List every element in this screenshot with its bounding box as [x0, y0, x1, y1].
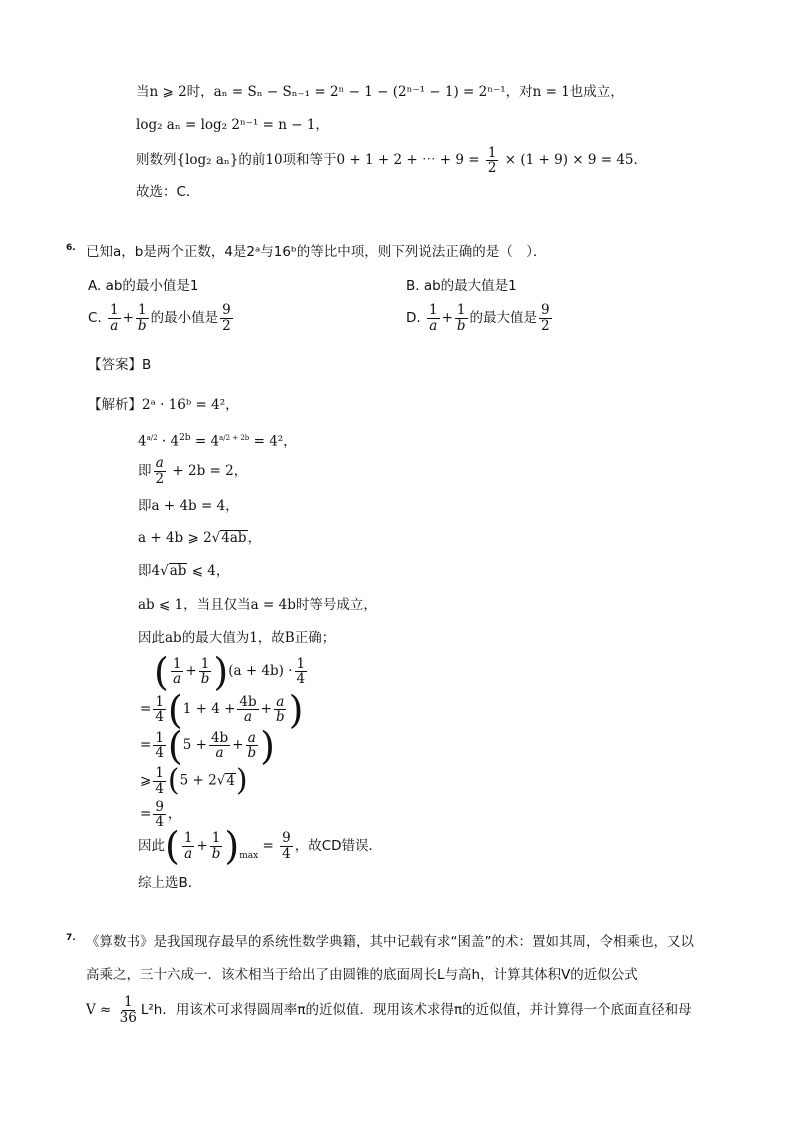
solution-line-5: a + 4b ⩾ 2√4ab， — [138, 530, 262, 546]
option-b: B. ab的最大值是1 — [406, 278, 517, 294]
derivation-line-2: = $\frac{1}{4}$ (1 + 4 + $\frac{4b}{a}$ + $\frac{a}{b}$ ) — [140, 687, 304, 732]
option-d: D. $\frac{1}{a}$ + $\frac{1}{b}$ 的最大值是 $\frac{9}{2}$ — [406, 302, 550, 334]
question-7-line-1: 《算数书》是我国现存最早的系统性数学典籍，其中记载有求“囷盖”的术：置如其周，令相乘也，又以 — [86, 934, 694, 950]
question-7-line-2: 高乘之，三十六成一．该术相当于给出了由圆锥的底面周长L与高h，计算其体积V的近似公式 — [86, 967, 638, 983]
solution-line-6: 即4√ab ⩽ 4， — [138, 563, 230, 579]
prev-line-4: 故选：C． — [136, 184, 200, 200]
solution-line-4: 即a + 4b = 4， — [138, 498, 239, 514]
prev-line-1: 当n ⩾ 2时，aₙ = Sₙ − Sₙ₋₁ = 2ⁿ − 1 − (2ⁿ⁻¹ − 1) = 2ⁿ⁻¹，对n = 1也成立， — [136, 84, 624, 100]
derivation-line-4: ⩾ $\frac{1}{4}$ (5 + 2√4) — [140, 763, 248, 798]
solution-line-2: $4^{a/2} \cdot 4^{2b} = 4^{a/2 + 2b} = 4^2$， — [138, 433, 297, 450]
derivation-line-3: = $\frac{1}{4}$ (5 + $\frac{4b}{a}$ + $\frac{a}{b}$ ) — [140, 723, 275, 768]
solution-line-7: ab ⩽ 1，当且仅当a = 4b时等号成立， — [138, 597, 377, 613]
solution-line-3: 即 $\frac{a}{2}$ + 2b = 2， — [138, 455, 248, 487]
prev-line-2: log₂ aₙ = log₂ 2ⁿ⁻¹ = n − 1， — [136, 117, 329, 133]
solution-line-1: 【解析】2ᵃ · 16ᵇ = 4²， — [88, 397, 239, 413]
answer: 【答案】B — [88, 357, 152, 373]
derivation-line-5: = $\frac{9}{4}$ ， — [140, 798, 182, 830]
prev-line-3: 则数列{log₂ aₙ}的前10项和等于0 + 1 + 2 + ⋯ + 9 = $\frac{1}{2}$ × (1 + 9) × 9 = 45． — [136, 145, 648, 177]
solution-line-8: 因此ab的最大值为1，故B正确； — [138, 630, 336, 646]
question-6-stem: 已知a，b是两个正数，4是2ᵃ与16ᵇ的等比中项，则下列说法正确的是（ ）． — [86, 244, 547, 260]
question-6-number: 6. — [66, 243, 76, 253]
derivation-line-1: ( $\frac{1}{a}$ + $\frac{1}{b}$ )(a + 4b) · $\frac{1}{4}$ — [154, 649, 306, 694]
solution-line-10: 综上选B． — [138, 875, 202, 891]
question-7-line-3: V ≈ $\frac{1}{36}$ L²h．用该术可求得圆周率π的近似值．现用该术求得π的近似值，并计算得一个底面直径和母 — [86, 994, 692, 1026]
option-c: C. $\frac{1}{a}$ + $\frac{1}{b}$ 的最小值是 $\frac{9}{2}$ — [88, 302, 231, 334]
solution-line-9: 因此( $\frac{1}{a}$ + $\frac{1}{b}$ )$_{max}$ = $\frac{9}{4}$ ，故CD错误． — [138, 824, 383, 868]
option-a: A. ab的最小值是1 — [88, 278, 199, 294]
question-7-number: 7. — [66, 933, 76, 943]
